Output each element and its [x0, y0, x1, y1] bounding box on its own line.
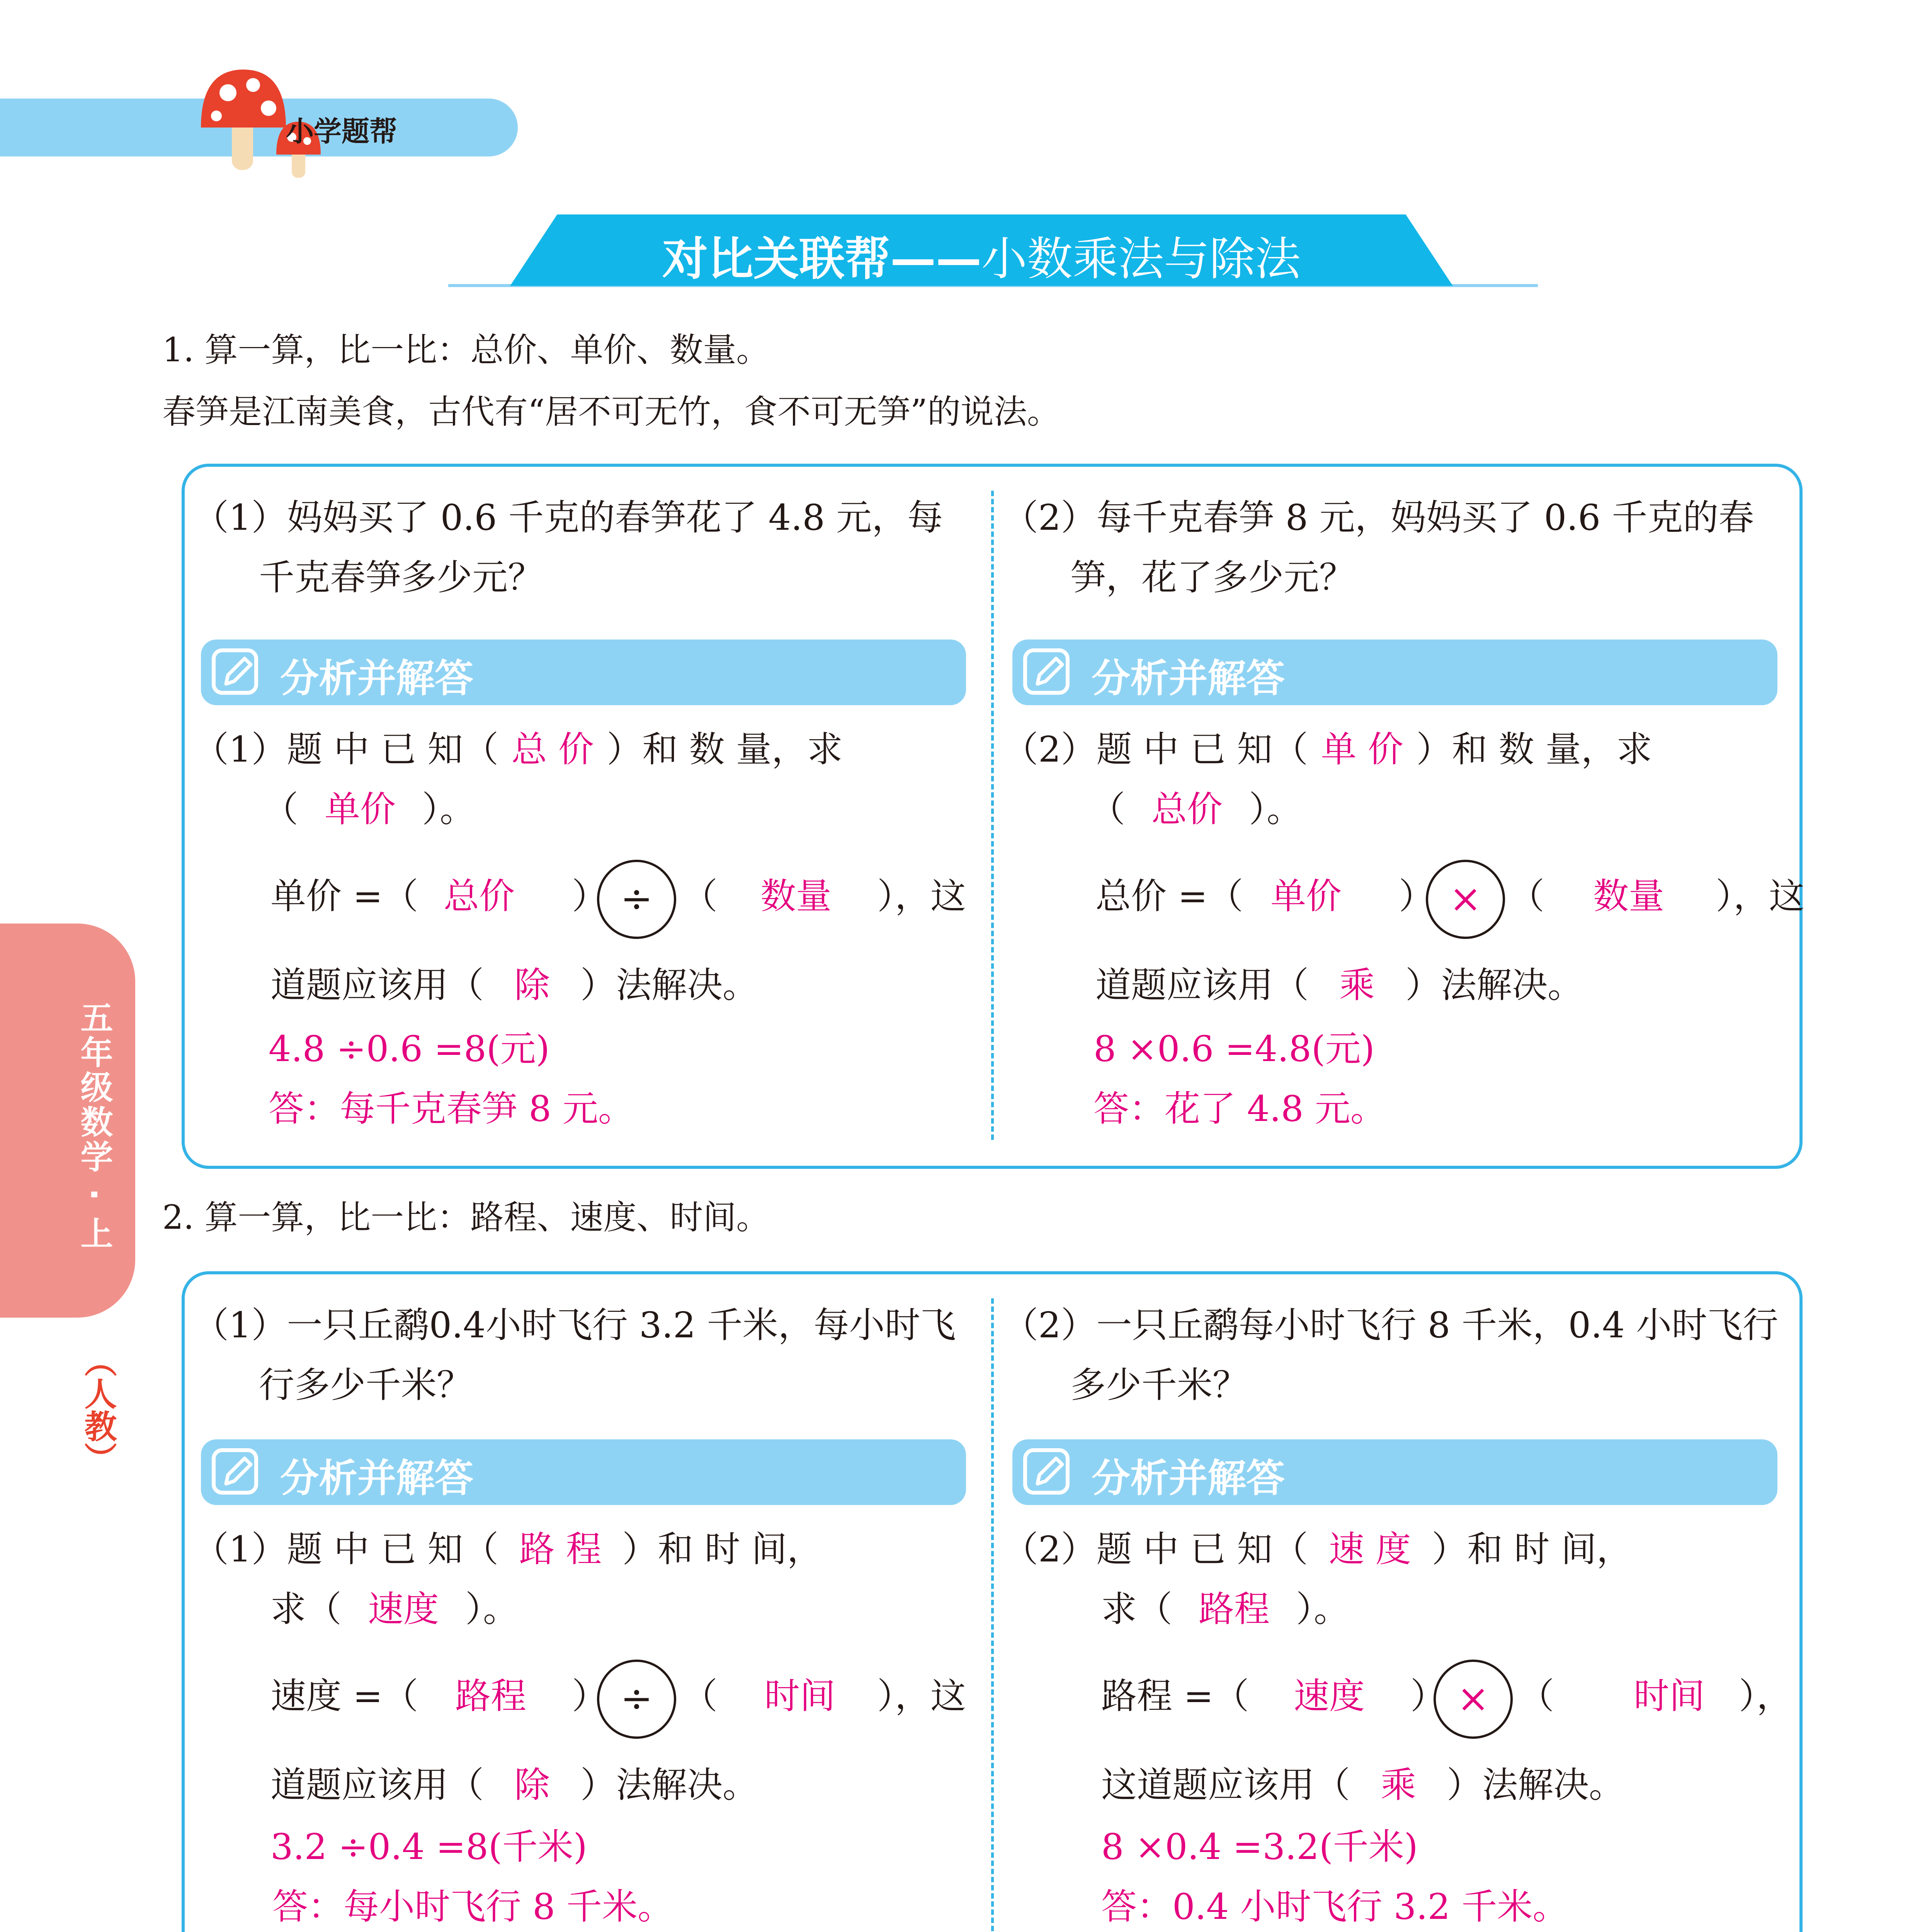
q2-left-known: [193, 1528, 823, 1571]
formula-answer-2: 时间: [764, 1675, 835, 1717]
paren: （: [682, 876, 718, 917]
formula-answer-1: 单价: [1270, 876, 1342, 917]
text-part: ）法解决。: [1447, 1764, 1625, 1806]
seek-answer: 速度: [368, 1588, 439, 1630]
text-part: ）和 数 量，求: [607, 729, 843, 770]
q2-left-answer: 答：每小时飞行 8 千米。: [272, 1886, 673, 1927]
q2-right-answer: 答：0.4 小时飞行 3.2 千米。: [1101, 1886, 1568, 1927]
paren: ）: [572, 876, 608, 917]
q1-right-analysis-label: 分析并解答: [1092, 656, 1285, 701]
q2-left-problem-line2: 行多少千米？: [259, 1364, 473, 1406]
known-answer: 总 价: [511, 729, 594, 770]
seek-answer: 总价: [1151, 789, 1223, 830]
pencil-icon: [211, 647, 263, 699]
q1-right-problem-line1: （2）每千克春笋 8 元，妈妈买了 0.6 千克的春: [1003, 497, 1754, 538]
text-part: （: [263, 789, 299, 830]
q2-right-method: [1101, 1764, 1624, 1806]
seek-answer: 路程: [1199, 1588, 1270, 1630]
text-part: ）和 数 量，求: [1416, 729, 1652, 770]
formula-answer-1: 总价: [443, 876, 515, 917]
text-part: （2）题 中 已 知（: [1003, 729, 1308, 770]
q1-left-method: [270, 964, 758, 1007]
q1-right-answer: 答：花了 4.8 元。: [1094, 1088, 1386, 1129]
formula-answer-2: 数量: [760, 876, 832, 917]
paren: （: [1509, 876, 1545, 917]
text-part: ）。: [1296, 1588, 1350, 1630]
q1-right-method: [1095, 964, 1583, 1007]
text-part: 求（: [1101, 1588, 1173, 1630]
text-part: 这道题应该用（: [1101, 1764, 1350, 1806]
text-part: ）。: [465, 1588, 519, 1630]
text-part: （2）题 中 已 知（: [1003, 1529, 1308, 1570]
title-sub: 小数乘法与除法: [981, 232, 1301, 286]
brand-label: 小学题帮: [286, 115, 398, 148]
q1-left-answer: 答：每千克春笋 8 元。: [269, 1088, 634, 1129]
method-answer: 乘: [1339, 964, 1375, 1006]
method-answer: 乘: [1381, 1764, 1417, 1806]
q2-left-formula-lhs: 速度 =（: [270, 1675, 418, 1717]
text-part: ）法解决。: [580, 1764, 759, 1806]
q1-left-problem-line2: 千克春笋多少元？: [259, 557, 544, 598]
formula-answer-1: 路程: [455, 1675, 526, 1717]
formula-answer-2: 时间: [1633, 1675, 1705, 1717]
paren: ）: [1399, 876, 1435, 917]
known-answer: 路 程: [519, 1529, 602, 1570]
q1-left-seek: [263, 788, 475, 831]
page-title: [510, 222, 1453, 288]
known-answer: 单 价: [1321, 729, 1403, 770]
formula-answer-2: 数量: [1593, 876, 1664, 917]
q1-right-problem-line2: 笋，花了多少元？: [1070, 557, 1355, 598]
q1-left-known: [193, 728, 843, 771]
q2-left-problem-line1: （1）一只丘鹬0.4小时飞行 3.2 千米，每小时飞: [193, 1304, 956, 1346]
divide-operator: ÷: [597, 1660, 676, 1739]
q2-left-seek: [270, 1588, 519, 1631]
q1-right-known: [1003, 728, 1652, 771]
q1-heading: 1. 算一算，比一比：总价、单价、数量。: [162, 331, 770, 369]
multiply-operator: ×: [1434, 1660, 1513, 1739]
pencil-icon: [1022, 647, 1074, 699]
q1-left-formula-tail: ），这: [877, 876, 966, 917]
paren: （: [1519, 1675, 1554, 1717]
q1-left-calc: 4.8 ÷0.6 =8(元): [269, 1028, 550, 1070]
q1-right-seek: [1090, 788, 1302, 831]
seek-answer: 单价: [325, 789, 396, 830]
side-edition-label: （人教）: [79, 1345, 117, 1475]
q2-right-formula-tail: ），: [1739, 1675, 1793, 1717]
q1-divider: [991, 491, 994, 1140]
q2-right-seek: [1101, 1588, 1349, 1631]
known-answer: 速 度: [1328, 1529, 1411, 1570]
title-main: 对比关联帮: [662, 232, 890, 286]
q1-right-formula-lhs: 总价 =（: [1095, 876, 1243, 917]
multiply-operator: ×: [1426, 860, 1505, 939]
q2-divider: [991, 1298, 994, 1932]
q2-right-formula-lhs: 路程 =（: [1101, 1675, 1249, 1717]
q2-left-method: [270, 1764, 758, 1806]
method-answer: 除: [514, 964, 550, 1006]
title-dash: ——: [890, 232, 981, 286]
paren: ）: [1410, 1675, 1446, 1717]
text-part: （1）题 中 已 知（: [193, 729, 499, 770]
q2-right-problem-line2: 多少千米？: [1070, 1364, 1248, 1406]
q1-left-problem-line1: （1）妈妈买了 0.6 千克的春笋花了 4.8 元，每: [193, 497, 943, 538]
paren: （: [682, 1675, 718, 1717]
method-answer: 除: [514, 1764, 550, 1806]
formula-answer-1: 速度: [1293, 1675, 1365, 1717]
text-part: 求（: [270, 1588, 342, 1630]
text-part: ）。: [1249, 789, 1303, 830]
q1-intro: 春笋是江南美食，古代有“居不可无竹，食不可无笋”的说法。: [162, 393, 1060, 431]
q2-left-calc: 3.2 ÷0.4 =8(千米): [270, 1826, 587, 1867]
paren: ）: [572, 1675, 608, 1717]
q2-right-known: [1003, 1528, 1632, 1571]
divide-operator: ÷: [597, 860, 676, 939]
text-part: 道题应该用（: [270, 964, 484, 1006]
q2-right-problem-line1: （2）一只丘鹬每小时飞行 8 千米，0.4 小时飞行: [1003, 1304, 1779, 1346]
q2-right-analysis-label: 分析并解答: [1092, 1456, 1285, 1501]
q2-left-analysis-label: 分析并解答: [280, 1456, 473, 1501]
text-part: ）法解决。: [580, 964, 759, 1006]
text-part: （: [1090, 789, 1126, 830]
q1-right-formula-tail: ），这: [1716, 876, 1805, 917]
text-part: ）。: [422, 789, 476, 830]
text-part: 道题应该用（: [270, 1764, 484, 1806]
q1-left-analysis-label: 分析并解答: [280, 656, 473, 701]
q1-right-calc: 8 ×0.6 =4.8(元): [1094, 1028, 1375, 1070]
q1-left-formula-lhs: 单价 =（: [270, 876, 418, 917]
q2-heading: 2. 算一算，比一比：路程、速度、时间。: [162, 1198, 770, 1237]
text-part: （1）题 中 已 知（: [193, 1529, 499, 1570]
text-part: 道题应该用（: [1095, 964, 1309, 1006]
side-grade-label: 五年级数学 · 上: [75, 1001, 113, 1252]
text-part: ）法解决。: [1405, 964, 1583, 1006]
text-part: ）和 时 间，: [1432, 1529, 1632, 1570]
pencil-icon: [1022, 1447, 1074, 1499]
q2-left-formula-tail: ），这: [877, 1675, 966, 1717]
q2-right-calc: 8 ×0.4 =3.2(千米): [1101, 1826, 1418, 1867]
pencil-icon: [211, 1447, 263, 1499]
text-part: ）和 时 间，: [622, 1529, 823, 1570]
